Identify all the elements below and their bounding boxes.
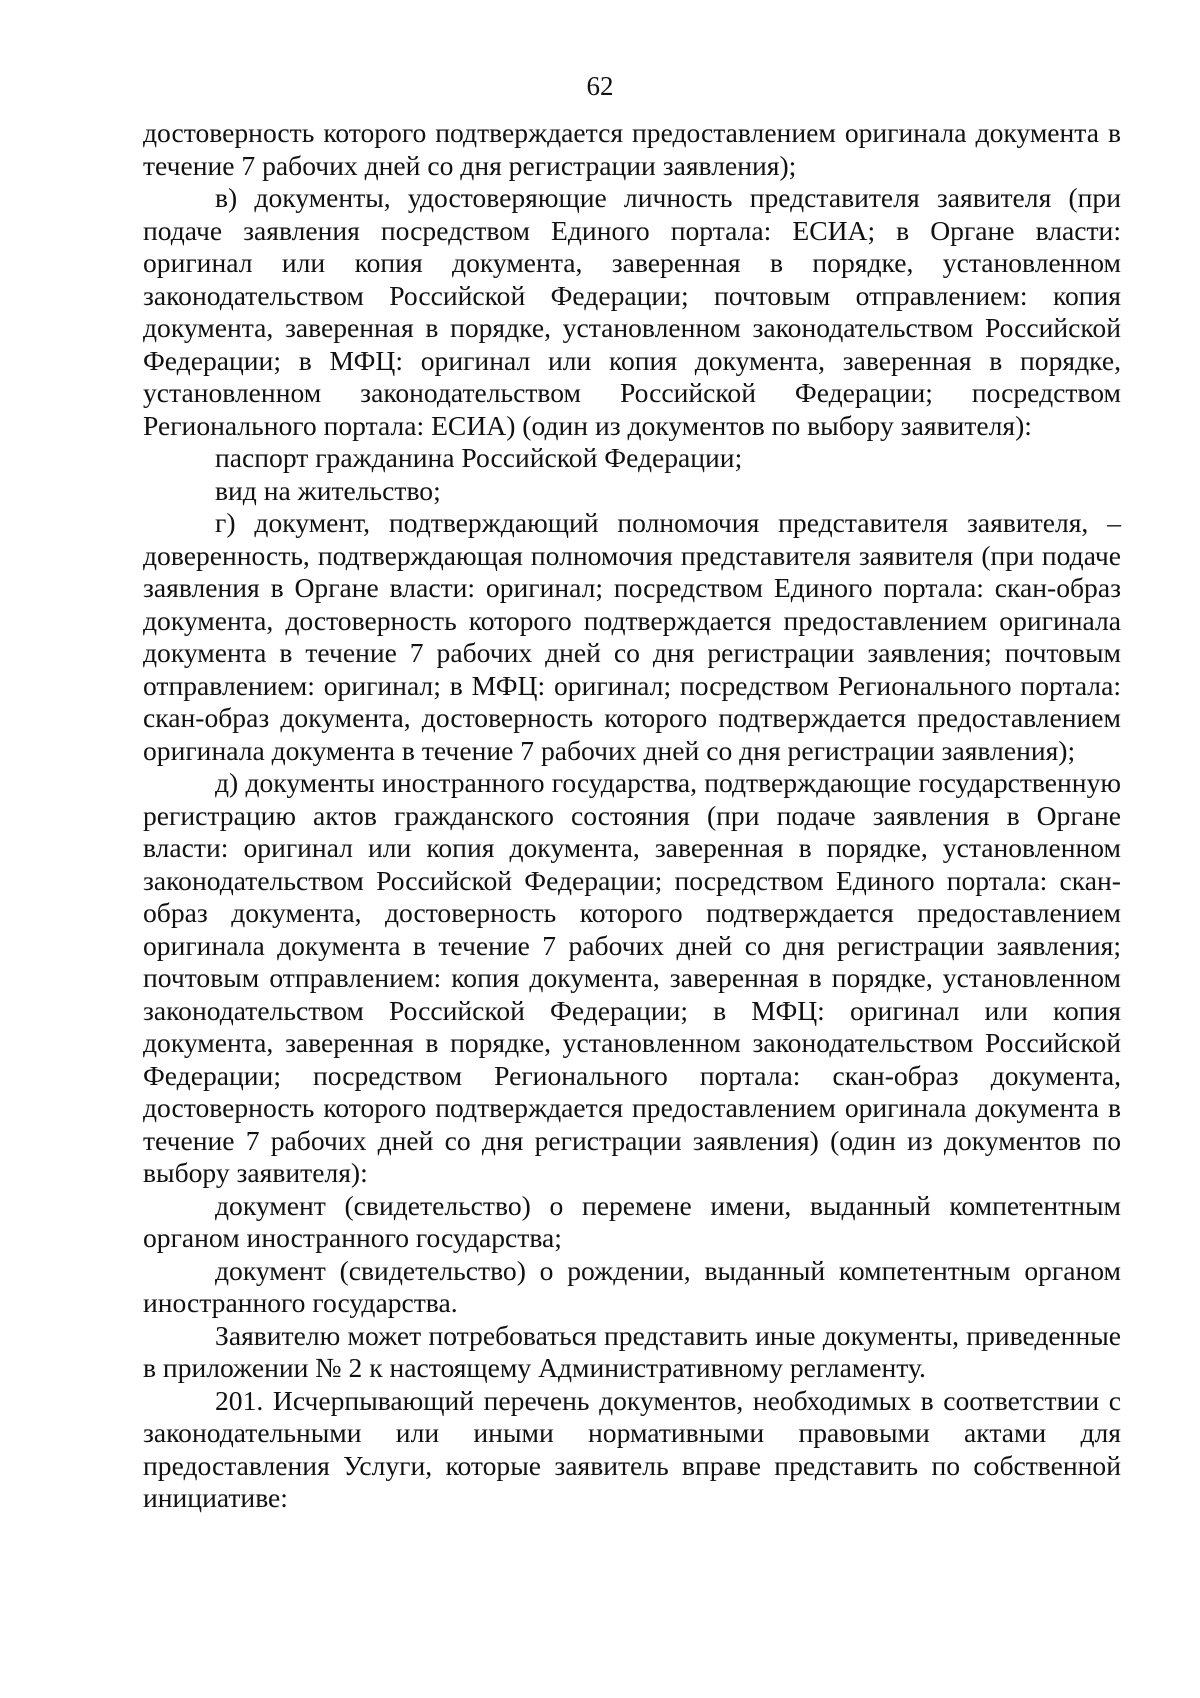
page-number: 62	[586, 71, 614, 101]
list-item-name-change-certificate: документ (свидетельство) о перемене имени, выданный компетентным органом иностранного государства;	[143, 1189, 1121, 1253]
paragraph-item-d: д) документы иностранного государства, подтверждающие государственную регистрацию актов гражданского состояния (при подаче заявления в Органе власти: оригинал или копия документа, заверенная в порядке, установленном законодательством Российской Федерации; посредством Единого портала: скан-образ документа, достоверность которого подтверждается предоставлением оригинала документа в течение 7 рабочих дней со дня регистрации заявления; почтовым отправлением: копия документа, заверенная в порядке, установленном законодательством Российской Федерации; в МФЦ: оригинал или копия документа, заверенная в порядке, установленном законодательством Российской Федерации; посредством Регионального портала: скан-образ документа, достоверность которого подтверждается предоставлением оригинала документа в течение 7 рабочих дней со дня регистрации заявления) (один из документов по выбору заявителя):	[143, 767, 1121, 1188]
list-item-passport: паспорт гражданина Российской Федерации;	[215, 442, 743, 473]
document-body	[143, 117, 1121, 1515]
paragraph-item-v: в) документы, удостоверяющие личность представителя заявителя (при подаче заявления посредством Единого портала: ЕСИА; в Органе власти: оригинал или копия документа, заверенная в порядке, установленном законодательством Российской Федерации; почтовым отправлением: копия документа, заверенная в порядке, установленном законодательством Российской Федерации; в МФЦ: оригинал или копия документа, заверенная в порядке, установленном законодательством Российской Федерации; посредством Регионального портала: ЕСИА) (один из документов по выбору заявителя):	[143, 182, 1121, 441]
paragraph-item-g: г) документ, подтверждающий полномочия представителя заявителя, – доверенность, подтверждающая полномочия представителя заявителя (при подаче заявления в Органе власти: оригинал; посредством Единого портала: скан-образ документа, достоверность которого подтверждается предоставлением оригинала документа в течение 7 рабочих дней со дня регистрации заявления; почтовым отправлением: оригинал; в МФЦ: оригинал; посредством Регионального портала: скан-образ документа, достоверность которого подтверждается предоставлением оригинала документа в течение 7 рабочих дней со дня регистрации заявления);	[143, 507, 1121, 766]
list-item-birth-certificate: документ (свидетельство) о рождении, выданный компетентным органом иностранного государства.	[143, 1254, 1121, 1318]
paragraph-section-201: 201. Исчерпывающий перечень документов, необходимых в соответствии с законодательными или иными нормативными правовыми актами для предоставления Услуги, которые заявитель вправе представить по собственной инициативе:	[143, 1384, 1121, 1513]
paragraph-additional-documents: Заявителю может потребоваться представить иные документы, приведенные в приложении № 2 к настоящему Административному регламенту.	[143, 1319, 1121, 1383]
paragraph-continuation: достоверность которого подтверждается предоставлением оригинала документа в течение 7 рабочих дней со дня регистрации заявления);	[143, 117, 1121, 181]
list-item-residence-permit: вид на жительство;	[215, 474, 441, 506]
